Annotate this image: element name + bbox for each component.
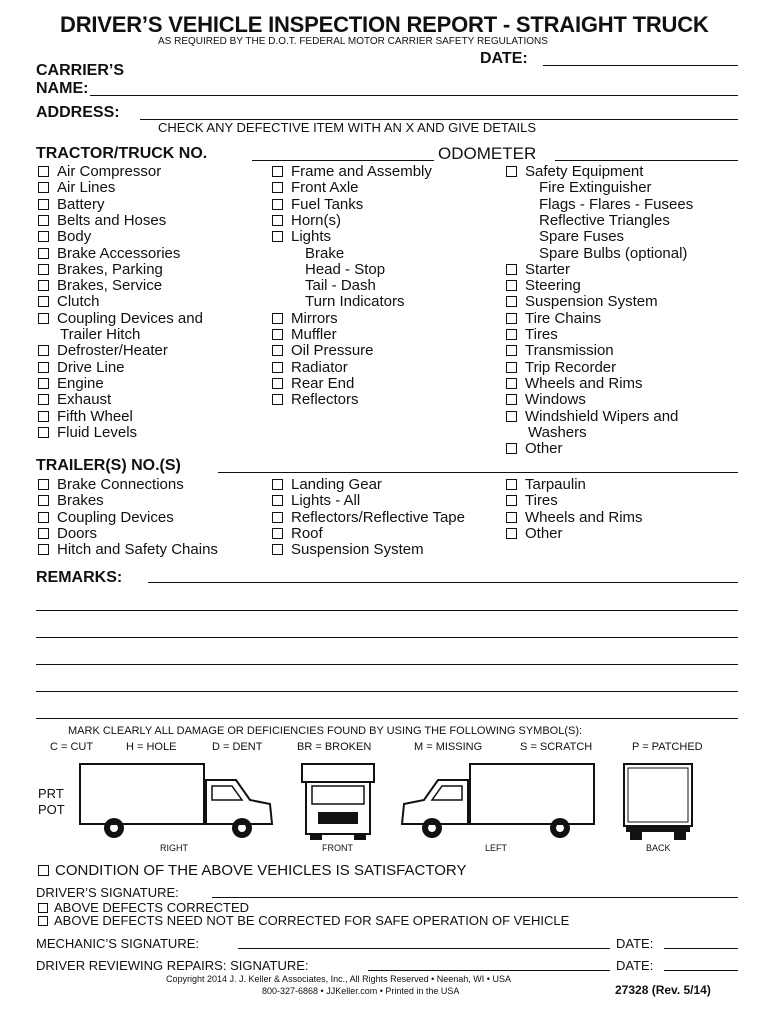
- remarks-line[interactable]: [36, 691, 738, 692]
- check-item[interactable]: Steering: [506, 278, 581, 294]
- carrier-name-field[interactable]: [90, 95, 738, 96]
- checkbox[interactable]: [506, 362, 517, 373]
- checkbox[interactable]: [506, 394, 517, 405]
- check-item[interactable]: Defroster/Heater: [38, 343, 168, 359]
- checkbox[interactable]: [506, 479, 517, 490]
- checkbox[interactable]: [38, 512, 49, 523]
- checkbox[interactable]: [272, 166, 283, 177]
- symbol-missing: M = MISSING: [414, 741, 483, 753]
- checkbox[interactable]: [38, 544, 49, 555]
- check-item[interactable]: Roof: [272, 526, 323, 542]
- checkbox[interactable]: [272, 479, 283, 490]
- check-item[interactable]: Belts and Hoses: [38, 213, 166, 229]
- check-item[interactable]: Coupling Devices: [38, 510, 174, 526]
- sub-item: Fire Extinguisher: [539, 179, 652, 196]
- check-item[interactable]: Tires: [506, 327, 558, 343]
- checkbox[interactable]: [272, 394, 283, 405]
- check-item[interactable]: Windshield Wipers and: [506, 409, 678, 425]
- checkbox[interactable]: [272, 329, 283, 340]
- truck-right-icon: [76, 760, 276, 842]
- odometer-field[interactable]: [555, 160, 738, 161]
- carrier-label-1: CARRIER’S: [36, 62, 125, 79]
- symbol-patched: P = PATCHED: [632, 741, 703, 753]
- truck-back-icon: [620, 760, 696, 842]
- check-item[interactable]: Tarpaulin: [506, 477, 586, 493]
- check-item[interactable]: Suspension System: [506, 294, 658, 310]
- symbol-cut: C = CUT: [50, 741, 94, 753]
- check-item[interactable]: Wheels and Rims: [506, 510, 643, 526]
- check-item[interactable]: Trip Recorder: [506, 360, 616, 376]
- checkbox[interactable]: [38, 427, 49, 438]
- check-item[interactable]: Lights: [272, 229, 331, 245]
- check-item[interactable]: Mirrors: [272, 311, 338, 327]
- check-item[interactable]: Clutch: [38, 294, 100, 310]
- contact-text: 800-327-6868 • JJKeller.com • Printed in the USA: [262, 986, 460, 996]
- check-item[interactable]: Brakes, Service: [38, 278, 162, 294]
- check-item[interactable]: Tire Chains: [506, 311, 601, 327]
- check-item[interactable]: Fifth Wheel: [38, 409, 133, 425]
- checkbox[interactable]: [506, 166, 517, 177]
- tractor-truck-label: TRACTOR/TRUCK NO.: [36, 145, 208, 162]
- truck-right-view[interactable]: [76, 760, 276, 842]
- check-item[interactable]: Starter: [506, 262, 570, 278]
- check-item[interactable]: Landing Gear: [272, 477, 382, 493]
- checkbox[interactable]: [38, 362, 49, 373]
- checkbox[interactable]: [38, 280, 49, 291]
- reviewing-signature-label: DRIVER REVIEWING REPAIRS: SIGNATURE:: [36, 958, 309, 973]
- driver-signature-field[interactable]: [212, 897, 738, 898]
- check-item[interactable]: Air Lines: [38, 180, 115, 196]
- checkbox[interactable]: [506, 296, 517, 307]
- checkbox[interactable]: [506, 345, 517, 356]
- checkbox[interactable]: [272, 215, 283, 226]
- checkbox[interactable]: [38, 231, 49, 242]
- view-label-left: LEFT: [485, 843, 508, 853]
- checkbox[interactable]: [38, 296, 49, 307]
- checkbox[interactable]: [506, 528, 517, 539]
- symbol-broken: BR = BROKEN: [297, 741, 372, 753]
- sub-item: Head - Stop: [305, 261, 386, 278]
- sub-item: Turn Indicators: [305, 293, 405, 310]
- checkbox[interactable]: [38, 865, 49, 876]
- sub-item: Brake: [305, 245, 345, 262]
- checkbox[interactable]: [506, 378, 517, 389]
- check-item[interactable]: Brake Connections: [38, 477, 184, 493]
- checkbox[interactable]: [38, 166, 49, 177]
- remarks-line[interactable]: [36, 610, 738, 611]
- form-number: 27328 (Rev. 5/14): [615, 983, 711, 997]
- check-item[interactable]: Radiator: [272, 360, 348, 376]
- checkbox[interactable]: [38, 199, 49, 210]
- check-item[interactable]: Fuel Tanks: [272, 197, 363, 213]
- checkbox[interactable]: [272, 378, 283, 389]
- check-item[interactable]: Engine: [38, 376, 104, 392]
- instruction-text: CHECK ANY DEFECTIVE ITEM WITH AN X AND GIVE DETAILS: [158, 120, 537, 135]
- carrier-label-2: NAME:: [36, 80, 89, 97]
- check-item[interactable]: Oil Pressure: [272, 343, 374, 359]
- view-label-front: FRONT: [322, 843, 353, 853]
- remarks-line[interactable]: [36, 637, 738, 638]
- check-item[interactable]: Rear End: [272, 376, 354, 392]
- sub-item: Tail - Dash: [305, 277, 376, 294]
- check-item[interactable]: Drive Line: [38, 360, 125, 376]
- reviewing-signature-field[interactable]: [368, 970, 610, 971]
- check-item[interactable]: Frame and Assembly: [272, 164, 432, 180]
- mechanic-date-label: DATE:: [616, 936, 654, 951]
- truck-front-icon: [298, 760, 378, 842]
- view-label-right: RIGHT: [160, 843, 188, 853]
- check-item[interactable]: Coupling Devices and: [38, 311, 203, 327]
- check-item[interactable]: Doors: [38, 526, 97, 542]
- checkbox[interactable]: [38, 528, 49, 539]
- check-item[interactable]: Air Compressor: [38, 164, 161, 180]
- truck-left-view[interactable]: [398, 760, 598, 842]
- checkbox[interactable]: [506, 313, 517, 324]
- reviewing-date-field[interactable]: [664, 970, 738, 971]
- checkbox[interactable]: [272, 199, 283, 210]
- check-item[interactable]: Muffler: [272, 327, 337, 343]
- date-label: DATE:: [480, 50, 528, 67]
- check-item[interactable]: Lights - All: [272, 493, 360, 509]
- page-title: DRIVER’S VEHICLE INSPECTION REPORT - STRAIGHT TRUCK: [60, 12, 709, 37]
- check-item[interactable]: Front Axle: [272, 180, 359, 196]
- check-item[interactable]: Other: [506, 526, 563, 542]
- checkbox[interactable]: [506, 280, 517, 291]
- checkbox[interactable]: [38, 264, 49, 275]
- check-item[interactable]: Wheels and Rims: [506, 376, 643, 392]
- odometer-label: ODOMETER: [438, 144, 537, 163]
- remarks-line[interactable]: [36, 664, 738, 665]
- driver-signature-label: DRIVER’S SIGNATURE:: [36, 885, 179, 900]
- sub-item: Flags - Flares - Fusees: [539, 196, 694, 213]
- remarks-line[interactable]: [36, 718, 738, 719]
- mechanic-signature-label: MECHANIC’S SIGNATURE:: [36, 936, 199, 951]
- trailer-number-field[interactable]: [218, 472, 738, 473]
- checkbox[interactable]: [38, 916, 48, 926]
- checkbox[interactable]: [506, 495, 517, 506]
- checkbox[interactable]: [272, 512, 283, 523]
- copyright-text: Copyright 2014 J. J. Keller & Associates, Inc., All Rights Reserved • Neenah, WI • USA: [166, 974, 511, 984]
- checkbox[interactable]: [272, 528, 283, 539]
- truck-left-icon: [398, 760, 598, 842]
- check-item[interactable]: Other: [506, 441, 563, 457]
- condition-satisfactory[interactable]: CONDITION OF THE ABOVE VEHICLES IS SATISFACTORY: [38, 863, 466, 879]
- prt-label: PRT: [38, 786, 64, 801]
- sub-item: Spare Fuses: [539, 228, 625, 245]
- pot-label: POT: [38, 802, 65, 817]
- checkbox[interactable]: [272, 495, 283, 506]
- checkbox[interactable]: [38, 378, 49, 389]
- reviewing-date-label: DATE:: [616, 958, 654, 973]
- date-field[interactable]: [543, 65, 738, 66]
- check-item[interactable]: Transmission: [506, 343, 614, 359]
- sub-item: Spare Bulbs (optional): [539, 245, 688, 262]
- check-item[interactable]: Horn(s): [272, 213, 341, 229]
- remarks-line[interactable]: [148, 582, 738, 583]
- check-item[interactable]: Tires: [506, 493, 558, 509]
- check-item[interactable]: Brakes, Parking: [38, 262, 163, 278]
- check-item[interactable]: Reflectors: [272, 392, 359, 408]
- item-continuation: Trailer Hitch: [60, 326, 141, 343]
- defects-corrected[interactable]: ABOVE DEFECTS CORRECTED: [38, 900, 249, 915]
- damage-instruction: MARK CLEARLY ALL DAMAGE OR DEFICIENCIES FOUND BY USING THE FOLLOWING SYMBOL(S):: [68, 725, 583, 737]
- view-label-back: BACK: [646, 843, 671, 853]
- checkbox[interactable]: [38, 411, 49, 422]
- check-item[interactable]: Body: [38, 229, 91, 245]
- checkbox[interactable]: [506, 411, 517, 422]
- check-item[interactable]: Windows: [506, 392, 586, 408]
- mechanic-date-field[interactable]: [664, 948, 738, 949]
- check-item[interactable]: Hitch and Safety Chains: [38, 542, 218, 558]
- item-continuation: Washers: [528, 424, 587, 441]
- checkbox[interactable]: [38, 215, 49, 226]
- checkbox[interactable]: [38, 903, 48, 913]
- symbol-dent: D = DENT: [212, 741, 263, 753]
- trailer-label: TRAILER(S) NO.(S): [36, 457, 181, 474]
- checkbox[interactable]: [38, 345, 49, 356]
- checkbox[interactable]: [38, 313, 49, 324]
- symbol-hole: H = HOLE: [126, 741, 177, 753]
- defects-not-needed[interactable]: ABOVE DEFECTS NEED NOT BE CORRECTED FOR SAFE OPERATION OF VEHICLE: [38, 913, 569, 928]
- mechanic-signature-field[interactable]: [238, 948, 610, 949]
- checkbox[interactable]: [272, 182, 283, 193]
- check-item[interactable]: Suspension System: [272, 542, 424, 558]
- checkbox[interactable]: [272, 362, 283, 373]
- check-item[interactable]: Brakes: [38, 493, 104, 509]
- checkbox[interactable]: [272, 313, 283, 324]
- tractor-number-field[interactable]: [252, 160, 434, 161]
- checkbox[interactable]: [38, 495, 49, 506]
- checkbox[interactable]: [38, 248, 49, 259]
- checkbox[interactable]: [38, 479, 49, 490]
- checkbox[interactable]: [272, 544, 283, 555]
- check-item[interactable]: Fluid Levels: [38, 425, 137, 441]
- remarks-label: REMARKS:: [36, 569, 123, 586]
- address-label: ADDRESS:: [36, 104, 120, 121]
- checkbox[interactable]: [506, 264, 517, 275]
- symbol-scratch: S = SCRATCH: [520, 741, 593, 753]
- check-item[interactable]: Battery: [38, 197, 105, 213]
- checkbox[interactable]: [506, 512, 517, 523]
- checkbox[interactable]: [38, 394, 49, 405]
- checkbox[interactable]: [506, 443, 517, 454]
- check-item[interactable]: Exhaust: [38, 392, 111, 408]
- checkbox[interactable]: [506, 329, 517, 340]
- truck-front-view[interactable]: [298, 760, 378, 842]
- sub-item: Reflective Triangles: [539, 212, 670, 229]
- check-item[interactable]: Safety Equipment: [506, 164, 643, 180]
- checkbox[interactable]: [272, 231, 283, 242]
- check-item[interactable]: Brake Accessories: [38, 246, 180, 262]
- checkbox[interactable]: [272, 345, 283, 356]
- check-item[interactable]: Reflectors/Reflective Tape: [272, 510, 465, 526]
- truck-back-view[interactable]: [620, 760, 696, 842]
- checkbox[interactable]: [38, 182, 49, 193]
- page-subtitle: AS REQUIRED BY THE D.O.T. FEDERAL MOTOR CARRIER SAFETY REGULATIONS: [158, 36, 548, 47]
